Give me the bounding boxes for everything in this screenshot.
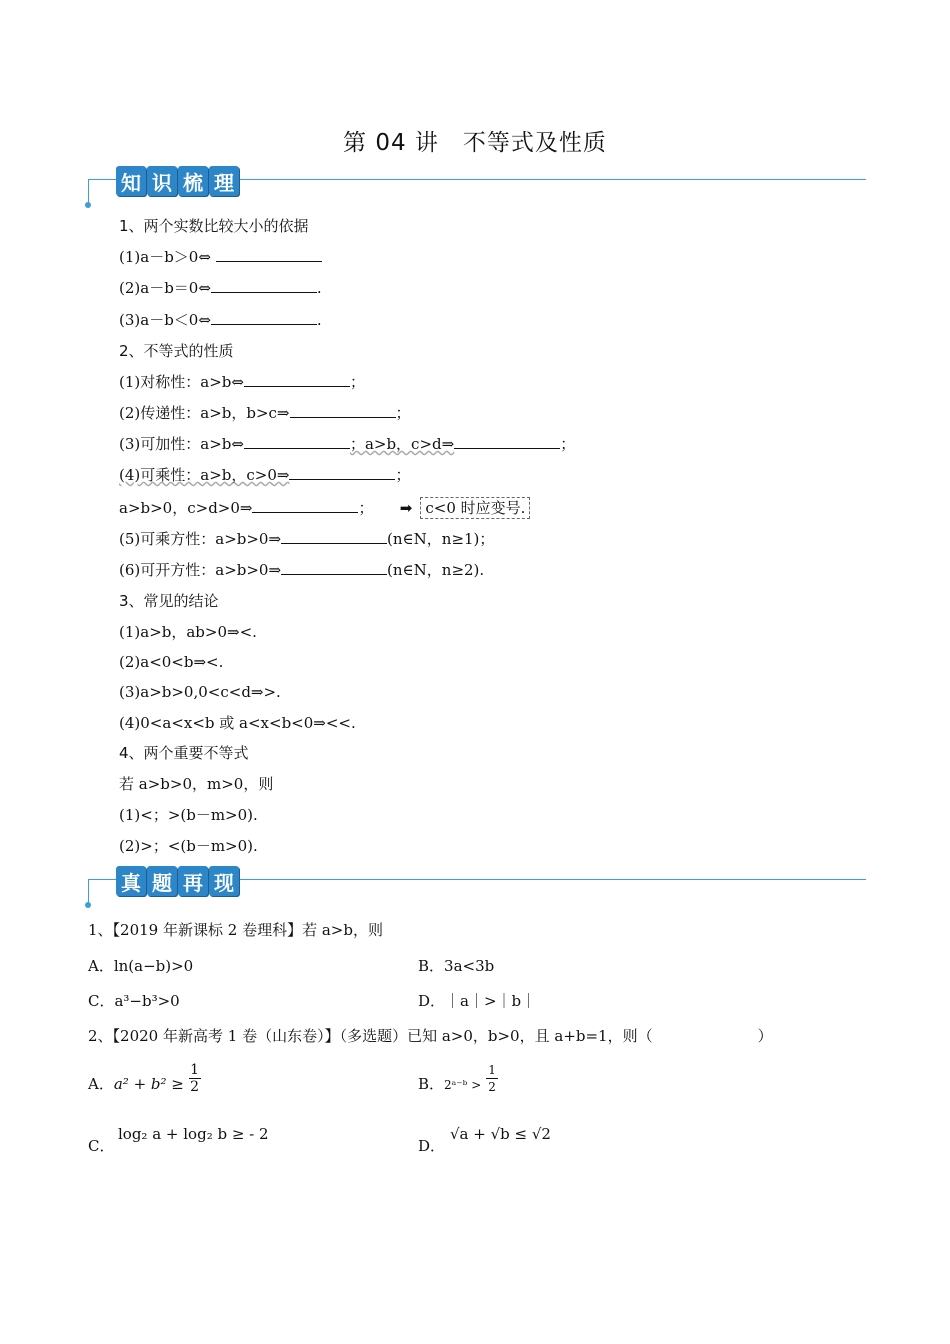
banner-char: 识: [147, 166, 177, 196]
blank: [244, 434, 350, 449]
arrow-right-icon: ➡: [399, 499, 413, 517]
blank: [252, 498, 358, 513]
blank: [290, 403, 396, 418]
heading-4: 4、两个重要不等式: [119, 744, 249, 762]
banner-char: 理: [209, 166, 239, 196]
prop-5: (5)可乘方性：a>b>0⇒ (n∈N，n≥1)；: [119, 530, 495, 548]
question-1: 1、【2019 年新课标 2 卷理科】若 a>b，则: [88, 921, 383, 939]
prop-6: (6)可开方性：a>b>0⇒ (n∈N，n≥2).: [119, 561, 485, 579]
heading-2: 2、不等式的性质: [119, 342, 234, 360]
blank: [289, 465, 395, 480]
q1-option-d: D．｜a｜>｜b｜: [418, 992, 537, 1010]
q2-option-d-formula: √a + √b ≤ √2: [450, 1125, 551, 1143]
conclusion-4: (4)0<a<x<b 或 a<x<b<0⇒<<.: [119, 714, 356, 732]
blank: [454, 434, 560, 449]
inequality-1: (1)<；>(b－m>0).: [119, 806, 258, 824]
note-box: c<0 时应变号.: [420, 497, 530, 519]
prop-3: (3)可加性：a>b⇔ ；a>b，c>d⇒ ；: [119, 435, 576, 453]
banner-char: 梳: [178, 166, 208, 196]
fraction: $\frac{1}{2}$: [486, 1062, 498, 1095]
blank: [281, 529, 387, 544]
heading-1: 1、两个实数比较大小的依据: [119, 217, 309, 235]
prop-1: (1)对称性：a>b⇔ ；: [119, 373, 365, 391]
banner-char: 知: [116, 166, 146, 196]
blank: [281, 560, 387, 575]
prop-4b: a>b>0，c>d>0⇒ ； ➡ c<0 时应变号.: [119, 497, 530, 519]
q1-option-a: A．ln(a−b)>0: [88, 957, 194, 975]
q2-option-d-label: D．: [418, 1137, 446, 1155]
prop-2: (2)传递性：a>b，b>c⇒ ；: [119, 404, 411, 422]
section-banner-knowledge: [88, 166, 866, 206]
banner-char: 现: [209, 866, 239, 896]
blank: [216, 247, 322, 262]
blank: [211, 310, 317, 325]
q1-option-b: B．3a<3b: [418, 957, 495, 975]
conclusion-1: (1)a>b，ab>0⇒<.: [119, 623, 257, 641]
q1-option-c: C．a³−b³>0: [88, 992, 180, 1010]
conclusion-3: (3)a>b>0,0<c<d⇒>.: [119, 683, 281, 701]
inequality-2: (2)>；<(b－m>0).: [119, 837, 258, 855]
q2-option-c-formula: log₂ a + log₂ b ≥ - 2: [118, 1125, 269, 1143]
fraction: $\frac{1}{2}$: [190, 1061, 200, 1095]
section-banner-exam: [88, 866, 866, 906]
q2-option-a: A．a² + b² ≥ $\frac{1}{2}$: [88, 1061, 200, 1095]
blank: [244, 372, 350, 387]
line-2: (2)a－b＝0⇔ .: [119, 279, 322, 297]
banner-char: 真: [116, 866, 146, 896]
question-2: 2、【2020 年新高考 1 卷（山东卷）】（多选题）已知 a>0，b>0，且 a+b=1，则（ ）: [88, 1027, 773, 1045]
blank: [211, 278, 317, 293]
banner-char: 再: [178, 866, 208, 896]
inequality-intro: 若 a>b>0，m>0，则: [119, 775, 274, 793]
prop-4: (4)可乘性：a>b，c>0⇒ ；: [119, 466, 411, 484]
page-title: 第 04 讲 不等式及性质: [343, 130, 607, 156]
q2-option-b: B．2ᵃ⁻ᵇ > $\frac{1}{2}$: [418, 1074, 498, 1095]
banner-char: 题: [147, 866, 177, 896]
line-1: (1)a－b＞0⇔: [119, 247, 322, 267]
conclusion-2: (2)a<0<b⇒<.: [119, 653, 224, 671]
line-3: (3)a－b＜0⇔ .: [119, 311, 322, 329]
heading-3: 3、常见的结论: [119, 592, 219, 610]
q2-option-c-label: C．: [88, 1137, 115, 1155]
